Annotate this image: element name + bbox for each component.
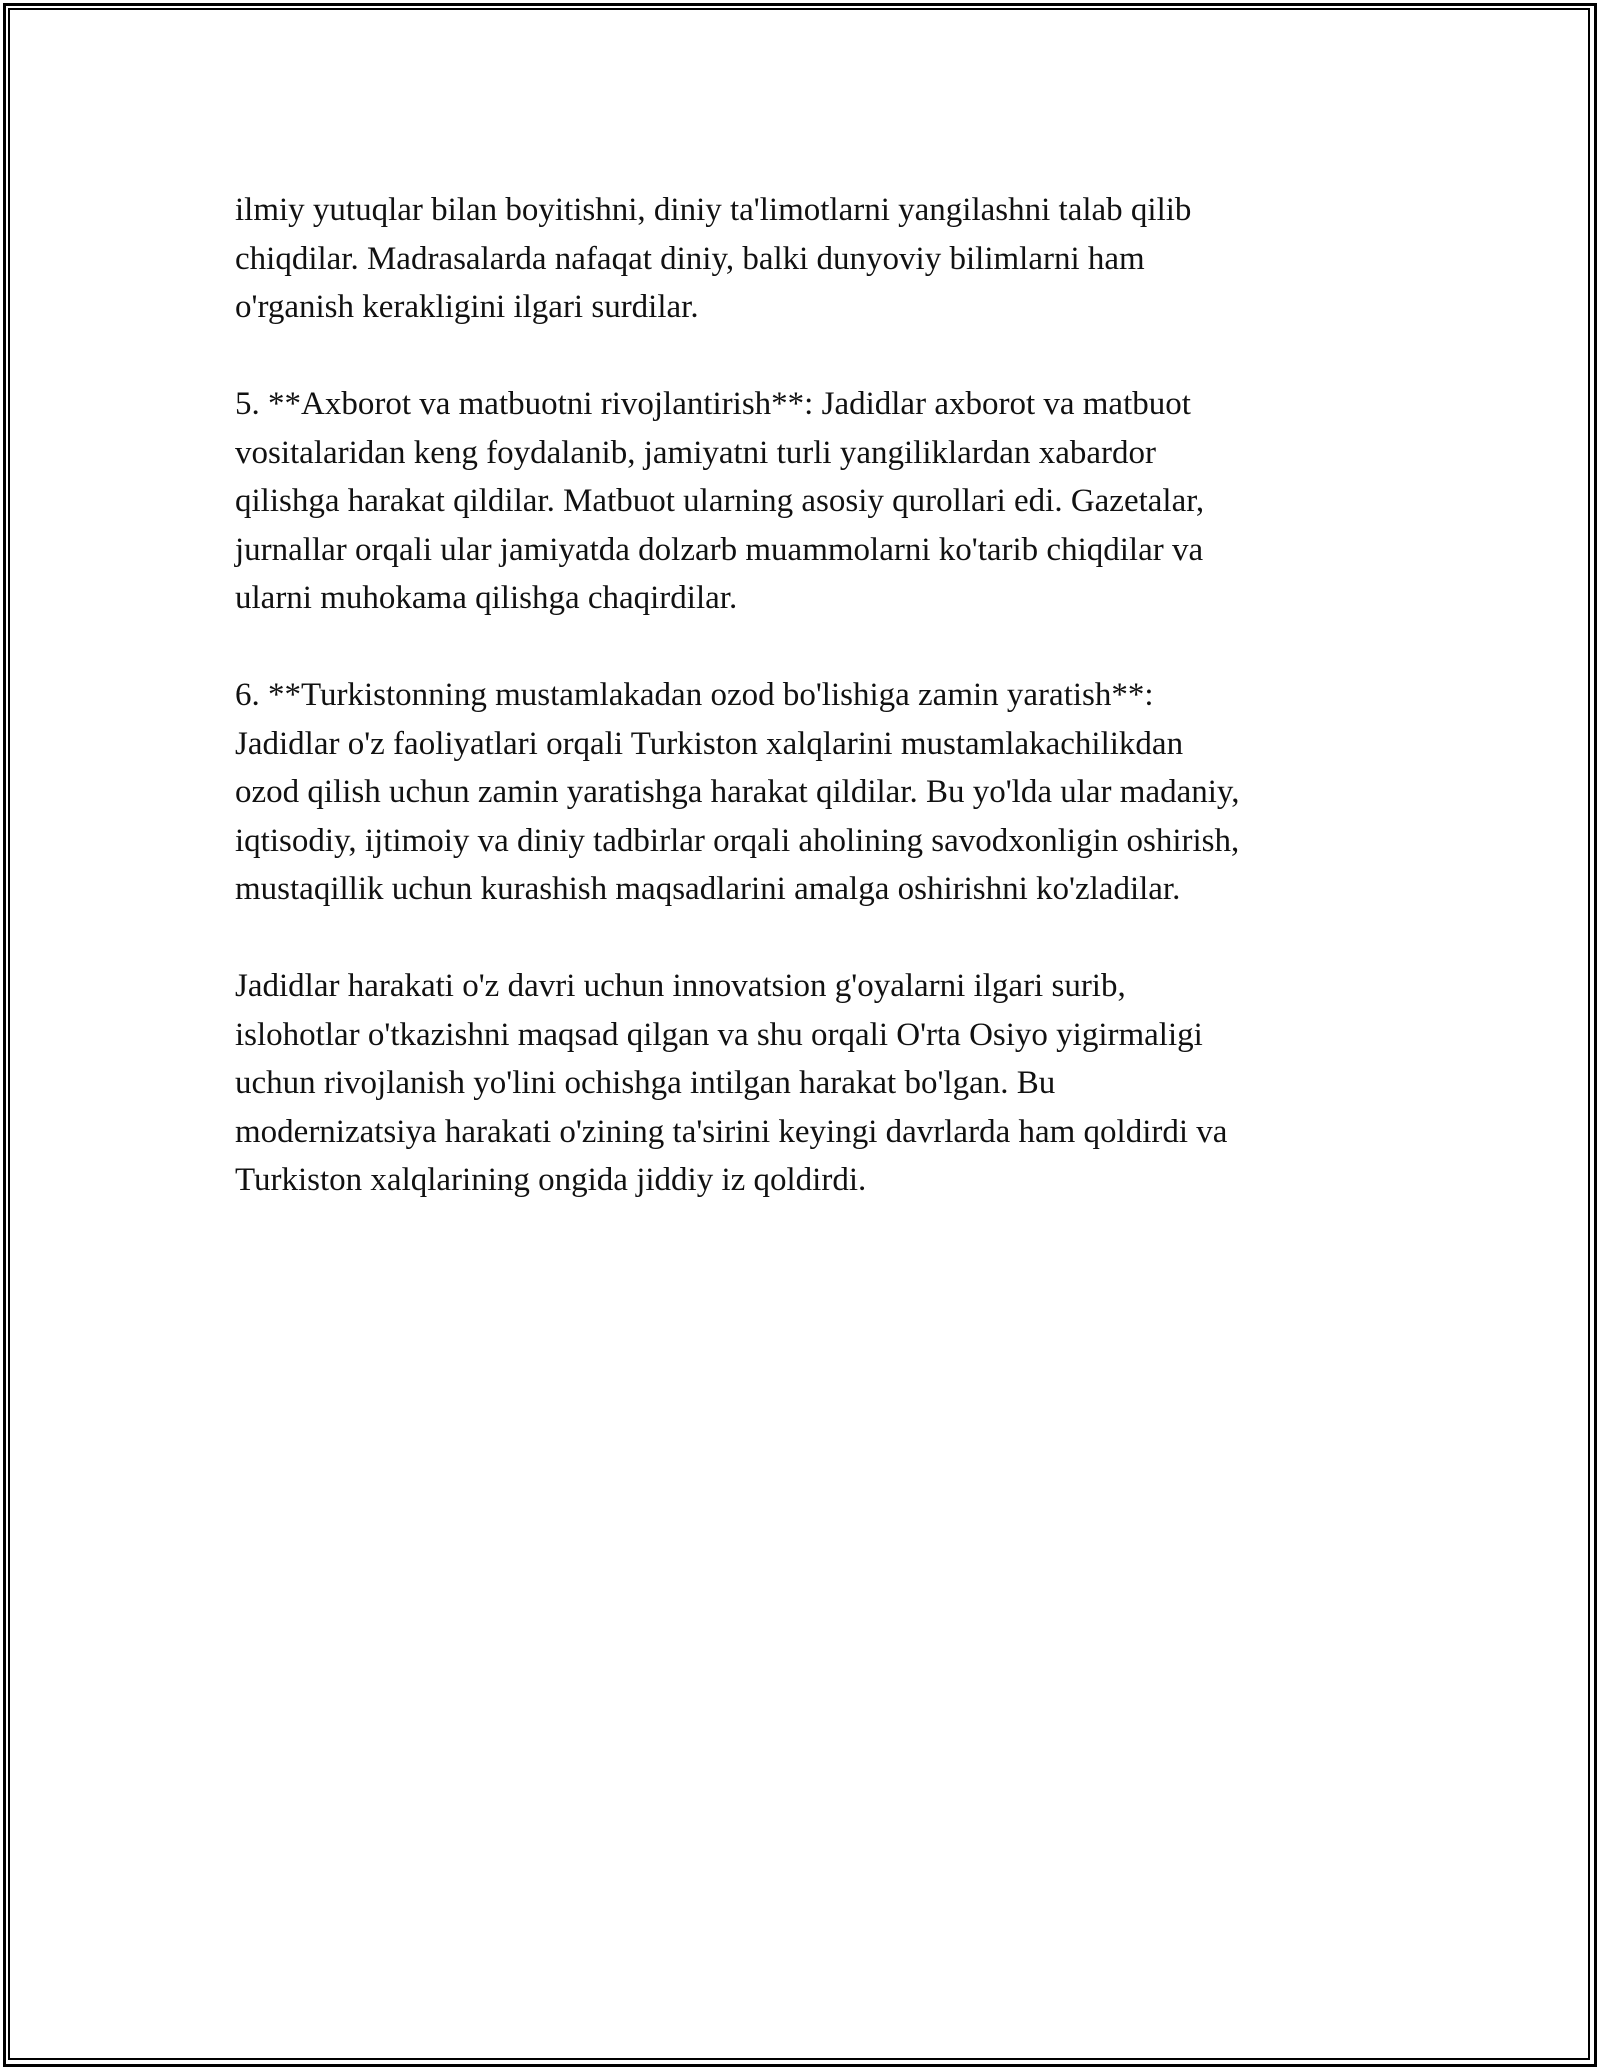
text-line: ozod qilish uchun zamin yaratishga harakat qildilar. Bu yo'lda ular madaniy, <box>235 774 1240 810</box>
text-line: ilmiy yutuqlar bilan boyitishni, diniy ta'limotlarni yangilashni talab qilib <box>235 192 1192 228</box>
text-line: vositalaridan keng foydalanib, jamiyatni turli yangiliklardan xabardor <box>235 434 1156 471</box>
text-line: Jadidlar harakati o'z davri uchun innovatsion g'oyalarni ilgari surib, <box>235 968 1126 1004</box>
paragraph-madrasa-reform <box>235 186 1375 332</box>
text-line: Jadidlar o'z faoliyatlari orqali Turkiston xalqlarini mustamlakachilikdan <box>235 725 1184 762</box>
text-line: iqtisodiy, ijtimoiy va diniy tadbirlar orqali aholining savodxonligin oshirish, <box>235 822 1240 859</box>
text-line: 6. **Turkistonning mustamlakadan ozod bo'lishiga zamin yaratish**: <box>235 677 1154 713</box>
text-line: chiqdilar. Madrasalarda nafaqat diniy, balki dunyoviy bilimlarni ham <box>235 240 1145 277</box>
paragraph-independence-groundwork <box>235 671 1375 914</box>
text-line: o'rganish kerakligini ilgari surdilar. <box>235 289 699 325</box>
text-line: jurnallar orqali ular jamiyatda dolzarb muammolarni ko'tarib chiqdilar va <box>235 531 1204 568</box>
text-line: modernizatsiya harakati o'zining ta'sirini keyingi davrlarda ham qoldirdi va <box>235 1113 1228 1150</box>
text-line: ularni muhokama qilishga chaqirdilar. <box>235 580 738 616</box>
paragraph-press-development <box>235 380 1375 623</box>
paragraph-conclusion <box>235 962 1375 1205</box>
text-line: 5. **Axborot va matbuotni rivojlantirish**: Jadidlar axborot va matbuot <box>235 386 1191 422</box>
text-line: Turkiston xalqlarining ongida jiddiy iz qoldirdi. <box>235 1162 867 1198</box>
document-body <box>235 186 1375 1253</box>
text-line: qilishga harakat qildilar. Matbuot ularning asosiy qurollari edi. Gazetalar, <box>235 483 1205 519</box>
text-line: mustaqillik uchun kurashish maqsadlarini amalga oshirishni ko'zladilar. <box>235 871 1181 907</box>
text-line: islohotlar o'tkazishni maqsad qilgan va shu orqali O'rta Osiyo yigirmaligi <box>235 1016 1203 1053</box>
text-line: uchun rivojlanish yo'lini ochishga intilgan harakat bo'lgan. Bu <box>235 1065 1056 1101</box>
